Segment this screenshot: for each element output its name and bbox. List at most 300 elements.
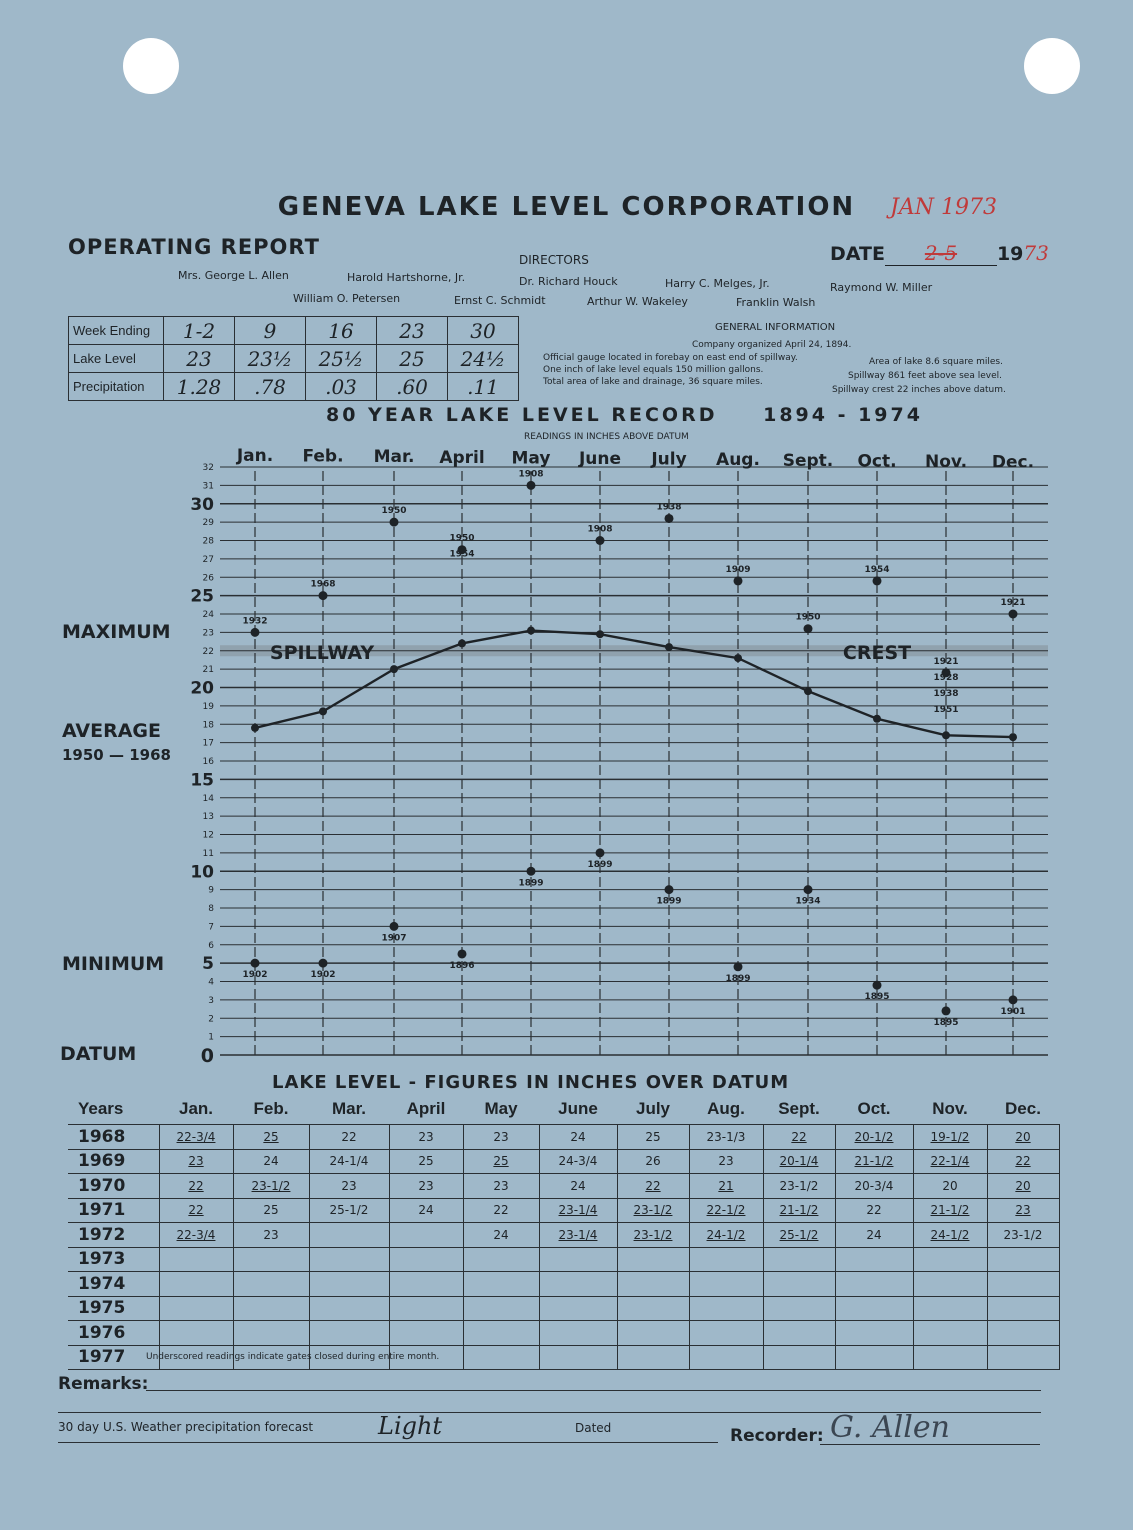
level-value-cell[interactable]: 23-1/4 (539, 1223, 617, 1248)
level-value-cell[interactable]: 22 (309, 1125, 389, 1150)
month-header: Aug. (707, 1099, 745, 1118)
lake-table-row (68, 1198, 1059, 1223)
y-tick-label: 31 (202, 481, 214, 492)
max-year-label: 1921 (1000, 598, 1026, 608)
level-value-cell[interactable]: 24 (389, 1198, 463, 1223)
week-cell[interactable]: 1-2 (164, 317, 235, 345)
datum-label: DATUM (60, 1043, 137, 1065)
level-value-cell[interactable] (617, 1272, 689, 1297)
precip-cell[interactable]: 1.28 (164, 373, 235, 401)
lake-table-row (68, 1321, 1059, 1346)
level-value-cell[interactable]: 22 (463, 1198, 539, 1223)
director-name: Franklin Walsh (736, 296, 816, 309)
level-value-cell[interactable] (987, 1345, 1059, 1370)
lake-level-table (68, 1094, 1060, 1370)
level-cell[interactable]: 24½ (448, 345, 519, 373)
y-tick-label: 29 (202, 518, 214, 529)
level-value-cell[interactable]: 24-1/4 (309, 1149, 389, 1174)
level-value-cell[interactable] (689, 1345, 763, 1370)
table-footnote: Underscored readings indicate gates closed during entire month. (146, 1352, 440, 1362)
recorder-signature[interactable]: G. Allen (830, 1410, 950, 1445)
max-year-label: 1932 (242, 616, 268, 627)
level-value-cell[interactable]: 21-1/2 (913, 1198, 987, 1223)
y-tick-label: 17 (202, 738, 214, 749)
level-value-cell[interactable]: 23 (463, 1174, 539, 1199)
general-info-title: GENERAL INFORMATION (715, 322, 836, 333)
level-value-cell[interactable]: 19-1/2 (913, 1125, 987, 1150)
level-value-cell[interactable]: 24 (539, 1174, 617, 1199)
level-value-cell[interactable]: 22-3/4 (159, 1125, 233, 1150)
level-value-cell[interactable] (309, 1296, 389, 1321)
week-cell[interactable]: 23 (377, 317, 448, 345)
average-point (596, 630, 604, 638)
level-value-cell[interactable] (159, 1321, 233, 1346)
min-year-label: 1899 (518, 878, 544, 889)
max-year-label: 1954 (864, 564, 890, 575)
director-name: Dr. Richard Houck (519, 275, 618, 288)
year-cell: 1972 (68, 1223, 159, 1248)
level-value-cell[interactable]: 20-1/2 (835, 1125, 913, 1150)
level-value-cell[interactable]: 22 (617, 1174, 689, 1199)
y-tick-label-zero: 0 (200, 1045, 214, 1067)
y-tick-label: 22 (202, 646, 214, 657)
director-name: Harry C. Melges, Jr. (665, 277, 770, 290)
min-year-label: 1896 (449, 960, 475, 971)
lake-table-title: LAKE LEVEL - FIGURES IN INCHES OVER DATUM (272, 1072, 790, 1093)
level-value-cell[interactable]: 22 (987, 1149, 1059, 1174)
director-name: William O. Petersen (293, 292, 401, 305)
general-info-organized: Company organized April 24, 1894. (692, 340, 852, 350)
general-info-line: Spillway crest 22 inches above datum. (832, 385, 1006, 395)
level-value-cell[interactable] (689, 1296, 763, 1321)
lake-table-row (68, 1296, 1059, 1321)
level-value-cell[interactable]: 23-1/3 (689, 1125, 763, 1150)
year-cell: 1970 (68, 1174, 159, 1199)
general-info-line: Total area of lake and drainage, 36 square miles. (543, 377, 763, 387)
level-value-cell[interactable] (463, 1247, 539, 1272)
remarks-line[interactable] (146, 1390, 1041, 1391)
max-year-label: 1908 (518, 469, 544, 480)
lake-level-label: Lake Level (69, 345, 164, 373)
handwritten-month: JAN 1973 (890, 195, 997, 220)
average-point (390, 665, 398, 673)
directors-label: DIRECTORS (519, 253, 589, 267)
month-label: July (651, 449, 687, 470)
level-value-cell[interactable] (617, 1247, 689, 1272)
min-point (527, 867, 536, 876)
level-value-cell[interactable] (159, 1272, 233, 1297)
level-value-cell[interactable] (233, 1321, 309, 1346)
year-cell: 1968 (68, 1125, 159, 1150)
min-year-label: 1907 (381, 933, 407, 944)
level-value-cell[interactable] (463, 1321, 539, 1346)
report-type: OPERATING REPORT (68, 235, 320, 259)
min-year-label: 1899 (656, 896, 682, 907)
maximum-label: MAXIMUM (62, 621, 171, 643)
level-value-cell[interactable] (835, 1247, 913, 1272)
max-year-label: 1928 (933, 672, 959, 683)
level-value-cell[interactable]: 23 (233, 1223, 309, 1248)
level-value-cell[interactable] (159, 1247, 233, 1272)
max-year-label: 1921 (933, 656, 959, 667)
y-tick-label: 24 (202, 610, 214, 620)
level-value-cell[interactable] (689, 1247, 763, 1272)
level-value-cell[interactable]: 22-1/4 (913, 1149, 987, 1174)
level-value-cell[interactable] (763, 1296, 835, 1321)
y-tick-label: 28 (202, 536, 214, 547)
max-year-label: 1909 (725, 564, 751, 575)
month-label: Sept. (782, 450, 834, 471)
max-point (251, 628, 260, 637)
level-value-cell[interactable]: 23-1/4 (539, 1198, 617, 1223)
level-value-cell[interactable] (389, 1272, 463, 1297)
level-value-cell[interactable]: 20 (987, 1125, 1059, 1150)
average-point (734, 654, 742, 662)
y-tick-label: 12 (202, 830, 214, 841)
level-value-cell[interactable]: 22-1/2 (689, 1198, 763, 1223)
min-year-label: 1902 (242, 970, 268, 981)
level-value-cell[interactable]: 21-1/2 (763, 1198, 835, 1223)
month-header: June (558, 1099, 598, 1118)
level-value-cell[interactable]: 23 (689, 1149, 763, 1174)
y-tick-label: 4 (208, 977, 214, 988)
level-value-cell[interactable]: 23 (309, 1174, 389, 1199)
month-header: Feb. (253, 1099, 289, 1118)
level-value-cell[interactable] (763, 1272, 835, 1297)
level-value-cell[interactable] (389, 1223, 463, 1248)
level-value-cell[interactable]: 24-3/4 (539, 1149, 617, 1174)
level-value-cell[interactable]: 26 (617, 1149, 689, 1174)
y-tick-label: 5 (202, 954, 214, 975)
week-ending-label: Week Ending (69, 317, 164, 345)
y-tick-label: 20 (190, 678, 214, 699)
y-tick-label: 14 (202, 793, 214, 804)
level-cell[interactable]: 25 (377, 345, 448, 373)
level-value-cell[interactable] (309, 1272, 389, 1297)
level-value-cell[interactable]: 22 (835, 1198, 913, 1223)
level-value-cell[interactable]: 20 (987, 1174, 1059, 1199)
max-year-label: 1908 (587, 524, 613, 535)
level-value-cell[interactable]: 23 (389, 1174, 463, 1199)
y-tick-label: 13 (202, 812, 214, 823)
level-value-cell[interactable] (913, 1296, 987, 1321)
average-label: AVERAGE (62, 720, 162, 742)
month-header: Jan. (178, 1099, 214, 1118)
max-point (665, 514, 674, 523)
level-value-cell[interactable]: 22 (159, 1198, 233, 1223)
month-header: Oct. (857, 1099, 891, 1118)
level-value-cell[interactable] (763, 1247, 835, 1272)
lake-table-row (68, 1247, 1059, 1272)
level-value-cell[interactable]: 25 (389, 1149, 463, 1174)
lake-table-header (68, 1094, 1059, 1125)
min-year-label: 1901 (1000, 1006, 1026, 1017)
min-year-label: 1934 (795, 896, 821, 907)
month-label: Nov. (924, 452, 968, 472)
level-value-cell[interactable]: 25 (463, 1149, 539, 1174)
level-value-cell[interactable] (539, 1321, 617, 1346)
min-point (1009, 995, 1018, 1004)
level-value-cell[interactable] (617, 1321, 689, 1346)
level-value-cell[interactable]: 22 (763, 1125, 835, 1150)
max-year-label: 1954 (449, 549, 475, 560)
director-name: Harold Hartshorne, Jr. (347, 271, 466, 284)
max-point (804, 624, 813, 633)
level-value-cell[interactable]: 24-1/2 (689, 1223, 763, 1248)
precip-cell[interactable]: .78 (235, 373, 306, 401)
level-value-cell[interactable]: 25 (233, 1125, 309, 1150)
date-label: DATE (830, 243, 885, 265)
level-value-cell[interactable] (689, 1321, 763, 1346)
min-point (804, 885, 813, 894)
y-tick-label: 3 (208, 995, 214, 1006)
min-point (873, 981, 882, 990)
level-cell[interactable]: 23½ (235, 345, 306, 373)
level-value-cell[interactable] (389, 1247, 463, 1272)
average-point (319, 707, 327, 715)
min-year-label: 1895 (864, 992, 890, 1003)
week-cell[interactable]: 30 (448, 317, 519, 345)
lake-table-row (68, 1174, 1059, 1199)
years-header: Years (78, 1099, 124, 1118)
level-value-cell[interactable] (159, 1296, 233, 1321)
month-header: Nov. (932, 1099, 968, 1118)
level-value-cell[interactable] (913, 1321, 987, 1346)
level-value-cell[interactable] (987, 1247, 1059, 1272)
min-point (458, 949, 467, 958)
level-value-cell[interactable] (539, 1247, 617, 1272)
min-point (319, 959, 328, 968)
month-label: Oct. (857, 451, 897, 472)
level-value-cell[interactable]: 24-1/2 (913, 1223, 987, 1248)
average-point (873, 715, 881, 723)
max-point (390, 518, 399, 527)
level-value-cell[interactable]: 23-1/2 (987, 1223, 1059, 1248)
level-value-cell[interactable] (617, 1296, 689, 1321)
y-tick-label: 26 (202, 573, 214, 584)
min-point (390, 922, 399, 931)
chart-subtitle: READINGS IN INCHES ABOVE DATUM (524, 432, 689, 442)
month-header: April (406, 1099, 446, 1118)
average-point (942, 731, 950, 739)
level-value-cell[interactable] (913, 1345, 987, 1370)
y-tick-label: 1 (208, 1032, 214, 1043)
y-tick-label: 27 (202, 554, 214, 565)
min-year-label: 1899 (587, 859, 613, 870)
max-year-label: 1938 (933, 688, 959, 699)
dated-label: Dated (575, 1421, 612, 1435)
min-point (596, 848, 605, 857)
average-period-label: 1950 — 1968 (62, 746, 171, 764)
level-value-cell[interactable]: 22 (159, 1174, 233, 1199)
year-cell: 1969 (68, 1149, 159, 1174)
y-tick-label: 30 (190, 494, 214, 515)
year-cell: 1977 (68, 1345, 159, 1370)
level-value-cell[interactable]: 25-1/2 (309, 1198, 389, 1223)
max-year-label: 1950 (381, 506, 407, 517)
remarks-label: Remarks: (58, 1374, 149, 1394)
max-point (319, 591, 328, 600)
level-value-cell[interactable] (689, 1272, 763, 1297)
max-point (873, 576, 882, 585)
level-value-cell[interactable] (539, 1296, 617, 1321)
max-year-label: 1938 (656, 502, 682, 513)
level-value-cell[interactable]: 24 (835, 1223, 913, 1248)
max-point (596, 536, 605, 545)
y-tick-label: 8 (208, 904, 214, 914)
average-point (804, 687, 812, 695)
month-header: Dec. (1005, 1099, 1041, 1118)
level-value-cell[interactable]: 23-1/2 (233, 1174, 309, 1199)
level-value-cell[interactable] (389, 1321, 463, 1346)
level-value-cell[interactable] (913, 1247, 987, 1272)
week-cell[interactable]: 16 (306, 317, 377, 345)
forecast-label: 30 day U.S. Weather precipitation forecast (58, 1420, 314, 1434)
month-label: Aug. (716, 450, 760, 471)
spillway-label: SPILLWAY (269, 641, 375, 664)
year-cell: 1975 (68, 1296, 159, 1321)
lake-table-row (68, 1125, 1059, 1150)
level-value-cell[interactable] (835, 1321, 913, 1346)
min-point (942, 1006, 951, 1015)
level-value-cell[interactable] (763, 1345, 835, 1370)
level-value-cell[interactable] (389, 1296, 463, 1321)
date-year-written: 73 (1023, 241, 1049, 265)
lake-table-row (68, 1272, 1059, 1297)
year-cell: 1973 (68, 1247, 159, 1272)
level-value-cell[interactable]: 23 (389, 1125, 463, 1150)
general-info-line: One inch of lake level equals 150 million gallons. (543, 365, 764, 375)
precip-cell[interactable]: .03 (306, 373, 377, 401)
precip-cell[interactable]: .60 (377, 373, 448, 401)
year-cell: 1971 (68, 1198, 159, 1223)
min-point (251, 959, 260, 968)
level-value-cell[interactable]: 24 (539, 1125, 617, 1150)
level-value-cell[interactable] (987, 1272, 1059, 1297)
level-value-cell[interactable] (233, 1296, 309, 1321)
average-point (665, 643, 673, 651)
y-tick-label: 23 (202, 628, 214, 639)
level-value-cell[interactable] (309, 1223, 389, 1248)
y-tick-label: 15 (190, 770, 214, 791)
chart-title-years: 1894 - 1974 (763, 404, 923, 426)
date-value: 2-5 (885, 241, 997, 266)
precip-cell[interactable]: .11 (448, 373, 519, 401)
max-point (1009, 610, 1018, 619)
y-tick-label: 7 (208, 922, 214, 933)
corporation-title: GENEVA LAKE LEVEL CORPORATION (277, 192, 856, 222)
max-year-label: 1951 (933, 704, 959, 715)
month-label: Feb. (302, 446, 344, 467)
level-value-cell[interactable] (617, 1345, 689, 1370)
y-tick-label: 10 (190, 862, 214, 883)
level-value-cell[interactable] (463, 1272, 539, 1297)
level-value-cell[interactable] (913, 1272, 987, 1297)
level-value-cell[interactable]: 24 (233, 1149, 309, 1174)
level-value-cell[interactable] (309, 1247, 389, 1272)
month-header: Mar. (331, 1099, 367, 1118)
level-value-cell[interactable]: 25 (617, 1125, 689, 1150)
director-name: Arthur W. Wakeley (587, 295, 688, 308)
week-cell[interactable]: 9 (235, 317, 306, 345)
level-value-cell[interactable]: 20-1/4 (763, 1149, 835, 1174)
director-name: Ernst C. Schmidt (454, 294, 546, 307)
level-cell[interactable]: 25½ (306, 345, 377, 373)
level-value-cell[interactable] (987, 1321, 1059, 1346)
level-value-cell[interactable]: 21-1/2 (835, 1149, 913, 1174)
level-value-cell[interactable]: 24 (463, 1223, 539, 1248)
month-header: Sept. (778, 1099, 820, 1118)
level-value-cell[interactable]: 23 (463, 1125, 539, 1150)
level-value-cell[interactable]: 20 (913, 1174, 987, 1199)
forecast-line (58, 1442, 718, 1443)
y-tick-label: 2 (208, 1014, 214, 1025)
crest-label: CREST (842, 641, 912, 664)
average-point (527, 627, 535, 635)
level-value-cell[interactable]: 23 (987, 1198, 1059, 1223)
level-value-cell[interactable]: 23-1/2 (617, 1223, 689, 1248)
level-value-cell[interactable]: 21 (689, 1174, 763, 1199)
y-tick-label: 9 (208, 885, 214, 896)
month-label: June (578, 449, 622, 469)
min-point (734, 962, 743, 971)
y-tick-label: 6 (208, 940, 214, 951)
month-label: April (439, 447, 485, 468)
level-value-cell[interactable] (835, 1345, 913, 1370)
month-header: May (484, 1099, 518, 1118)
director-name: Mrs. George L. Allen (178, 269, 289, 282)
level-cell[interactable]: 23 (164, 345, 235, 373)
level-value-cell[interactable] (987, 1296, 1059, 1321)
y-tick-label: 18 (202, 720, 214, 731)
level-value-cell[interactable] (835, 1296, 913, 1321)
precipitation-label: Precipitation (69, 373, 164, 401)
month-label: Jan. (236, 446, 274, 466)
max-point (734, 576, 743, 585)
average-point (251, 724, 259, 732)
min-point (665, 885, 674, 894)
level-value-cell[interactable]: 25 (233, 1198, 309, 1223)
year-cell: 1976 (68, 1321, 159, 1346)
level-value-cell[interactable] (309, 1321, 389, 1346)
max-year-label: 1950 (449, 533, 475, 544)
level-value-cell[interactable]: 22-3/4 (159, 1223, 233, 1248)
level-value-cell[interactable] (463, 1345, 539, 1370)
level-value-cell[interactable] (233, 1272, 309, 1297)
max-point (527, 481, 536, 490)
level-value-cell[interactable] (539, 1345, 617, 1370)
date-year: 19 (996, 243, 1024, 265)
recorder-label: Recorder: (730, 1426, 824, 1446)
level-value-cell[interactable]: 20-3/4 (835, 1174, 913, 1199)
month-label: Dec. (991, 452, 1035, 473)
level-value-cell[interactable]: 25-1/2 (763, 1223, 835, 1248)
level-value-cell[interactable]: 23-1/2 (763, 1174, 835, 1199)
recorder-line (820, 1444, 1040, 1445)
level-value-cell[interactable]: 23-1/2 (617, 1198, 689, 1223)
level-value-cell[interactable] (539, 1272, 617, 1297)
y-tick-label: 25 (190, 586, 214, 607)
forecast-value[interactable]: Light (378, 1412, 443, 1440)
level-value-cell[interactable]: 23 (159, 1149, 233, 1174)
min-year-label: 1899 (725, 973, 751, 984)
level-value-cell[interactable] (233, 1247, 309, 1272)
level-value-cell[interactable] (763, 1321, 835, 1346)
minimum-label: MINIMUM (62, 953, 165, 975)
average-point (458, 639, 466, 647)
level-value-cell[interactable] (835, 1272, 913, 1297)
level-value-cell[interactable] (463, 1296, 539, 1321)
